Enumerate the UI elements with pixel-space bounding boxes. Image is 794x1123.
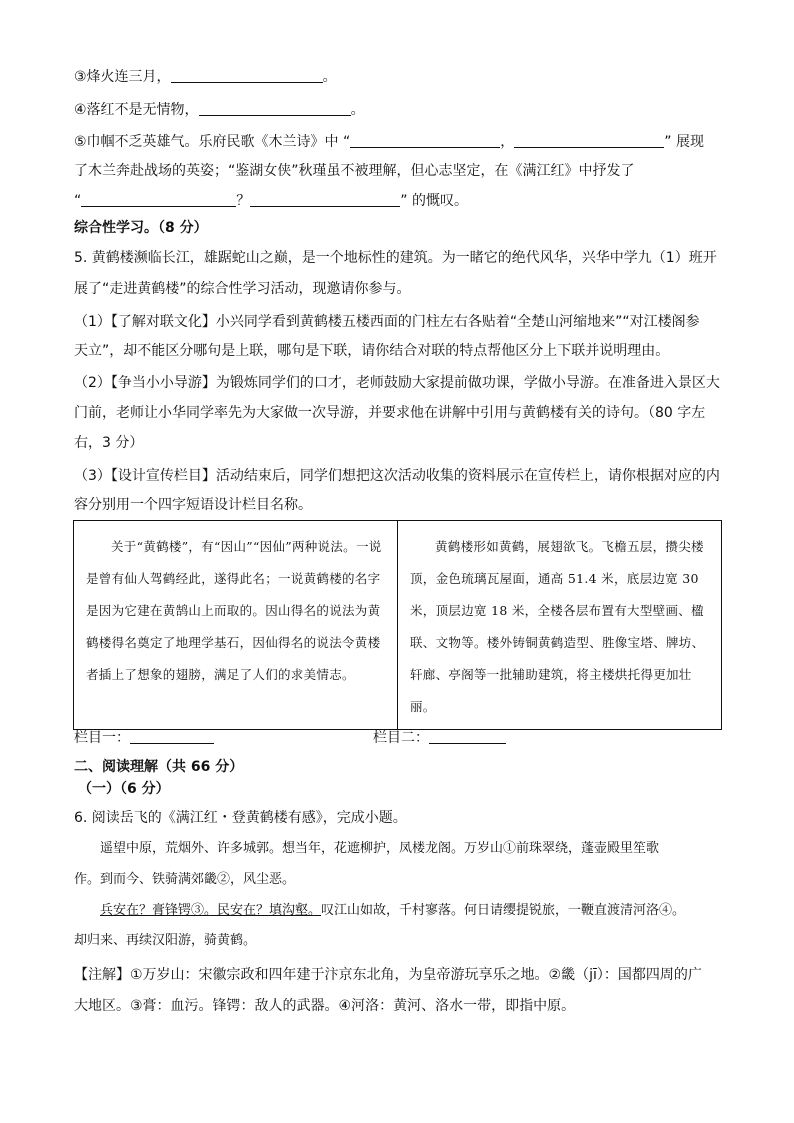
column-two-answer (373, 727, 506, 749)
fill-line-6: 了木兰奔赴战场的英姿；“鉴湖女侠”秋瑾虽不被理解，但心志坚定，在《满江红》中抒发了 (74, 163, 635, 179)
fill-line-4-end: 。 (350, 102, 365, 118)
column-one-answer (74, 727, 214, 749)
fill-line-3-end: 。 (322, 69, 337, 85)
answer-blank[interactable] (81, 191, 236, 207)
poem-underlined-phrase: 兵安在？膏锋锷③。民安在？填沟壑。 (100, 903, 322, 918)
fill-line-4 (74, 99, 365, 121)
q5-line-1: 5. 黄鹤楼濒临长江，雄踞蛇山之巅，是一个地标性的建筑。为一睹它的绝代风华，兴华中学九（1）班开 (74, 250, 717, 266)
q5-part3-line-2: 容分别用一个四字短语设计栏目名称。 (74, 497, 312, 513)
section-heading-zonghe: 综合性学习。（8 分） (74, 220, 208, 236)
q5-line-2: 展了“走进黄鹤楼”的综合性学习活动，现邀请你参与。 (74, 281, 411, 297)
fill-line-4-text: ④落红不是无情物， (74, 102, 199, 118)
poem-line-3 (100, 900, 685, 922)
quote-open: “ (74, 193, 82, 209)
material-left-cell (74, 521, 398, 730)
q5-part2-line-3: 右，3 分） (74, 435, 144, 451)
q6-prompt: 6. 阅读岳飞的《满江红・登黄鹤楼有感》，完成小题。 (74, 810, 407, 826)
answer-blank[interactable] (514, 132, 664, 148)
q5-part1-line-2: 天立”，却不能区分哪句是上联，哪句是下联，请你结合对联的特点帮他区分上下联并说明理由。 (74, 343, 670, 359)
subsection-heading: （一）（6 分） (78, 781, 170, 797)
q5-part2-line-2: 门前，老师让小华同学率先为大家做一次导游，并要求他在讲解中引用与黄鹤楼有关的诗句。（80 字左 (74, 405, 706, 421)
fill-line-5-end: ” 展现 (664, 134, 704, 150)
answer-blank[interactable] (250, 191, 400, 207)
annotation-line-1: 【注解】①万岁山：宋徽宗政和四年建于汴京东北角，为皇帝游玩享乐之地。②畿（jī）：国都四周的广 (74, 967, 702, 983)
fill-line-5 (74, 131, 704, 153)
answer-blank[interactable] (171, 67, 323, 83)
poem-line-4: 却归来、再续汉阳游，骑黄鹤。 (74, 933, 257, 948)
fill-line-3-text: ③烽火连三月， (74, 69, 171, 85)
annotation-line-2: 大地区。③膏：血污。锋锷：敌人的武器。④河洛：黄河、洛水一带，即指中原。 (74, 998, 576, 1014)
material-right-cell (398, 521, 722, 730)
answer-blank[interactable] (130, 728, 214, 744)
answer-blank[interactable] (199, 100, 351, 116)
fill-line-5-sep: ， (500, 134, 515, 150)
material-right-text: 黄鹤楼形如黄鹤，展翅欲飞。飞檐五层，攒尖楼顶，金色琉璃瓦屋面，通高 51.4 米，底层边宽 30 米，顶层边宽 18 米，全楼各层布置有大型壁画、楹联、文物等。楼外铸铜黄鹤造型、胜像宝塔、牌坊、轩廊、亭阁等一批辅助建筑，将主楼烘托得更加壮丽。 (410, 539, 705, 714)
fill-line-7 (74, 190, 468, 212)
q5-part3-line-1: （3）【设计宣传栏目】活动结束后，同学们想把这次活动收集的资料展示在宣传栏上，请你根据对应的内 (74, 468, 720, 484)
poem-line-2: 作。到而今、铁骑满郊畿②，风尘恶。 (74, 872, 296, 887)
poem-line-3-rest: 叹江山如故，千村寥落。何日请缨提锐旅，一鞭直渡清河洛④。 (321, 903, 686, 918)
q5-part2-line-1: （2）【争当小小导游】为锻炼同学们的口才，老师鼓励大家提前做功课，学做小导游。在准备进入景区大 (74, 375, 720, 391)
material-left-text: 关于“黄鹤楼”，有“因山”“因仙”两种说法。一说是曾有仙人驾鹤经此，遂得此名；一说黄鹤楼的名字是因为它建在黄鹄山上而取的。因山得名的说法为黄鹤楼得名奠定了地理学基石，因仙得名的说法令黄楼者插上了想象的翅膀，满足了人们的求美情志。 (86, 539, 382, 682)
poem-line-1: 遥望中原，荒烟外、许多城郭。想当年，花遮柳护，凤楼龙阁。万岁山①前珠翠绕，蓬壶殿里笙歌 (100, 841, 660, 856)
fill-line-7-end: ” 的慨叹。 (400, 193, 468, 209)
fill-line-5-text: ⑤巾帼不乏英雄气。乐府民歌《木兰诗》中 “ (74, 134, 351, 150)
answer-blank[interactable] (350, 132, 500, 148)
answer-blank[interactable] (429, 728, 506, 744)
fill-line-3 (74, 66, 337, 88)
q5-part1-line-1: （1）【了解对联文化】小兴同学看到黄鹤楼五楼西面的门柱左右各贴着“全楚山河缩地来”“对江楼阁参 (74, 314, 700, 330)
question-mark: ？ (236, 193, 251, 209)
material-table (73, 520, 722, 730)
section-heading-reading: 二、阅读理解（共 66 分） (74, 759, 244, 775)
column-two-label: 栏目二： (373, 730, 429, 746)
column-one-label: 栏目一： (74, 730, 130, 746)
